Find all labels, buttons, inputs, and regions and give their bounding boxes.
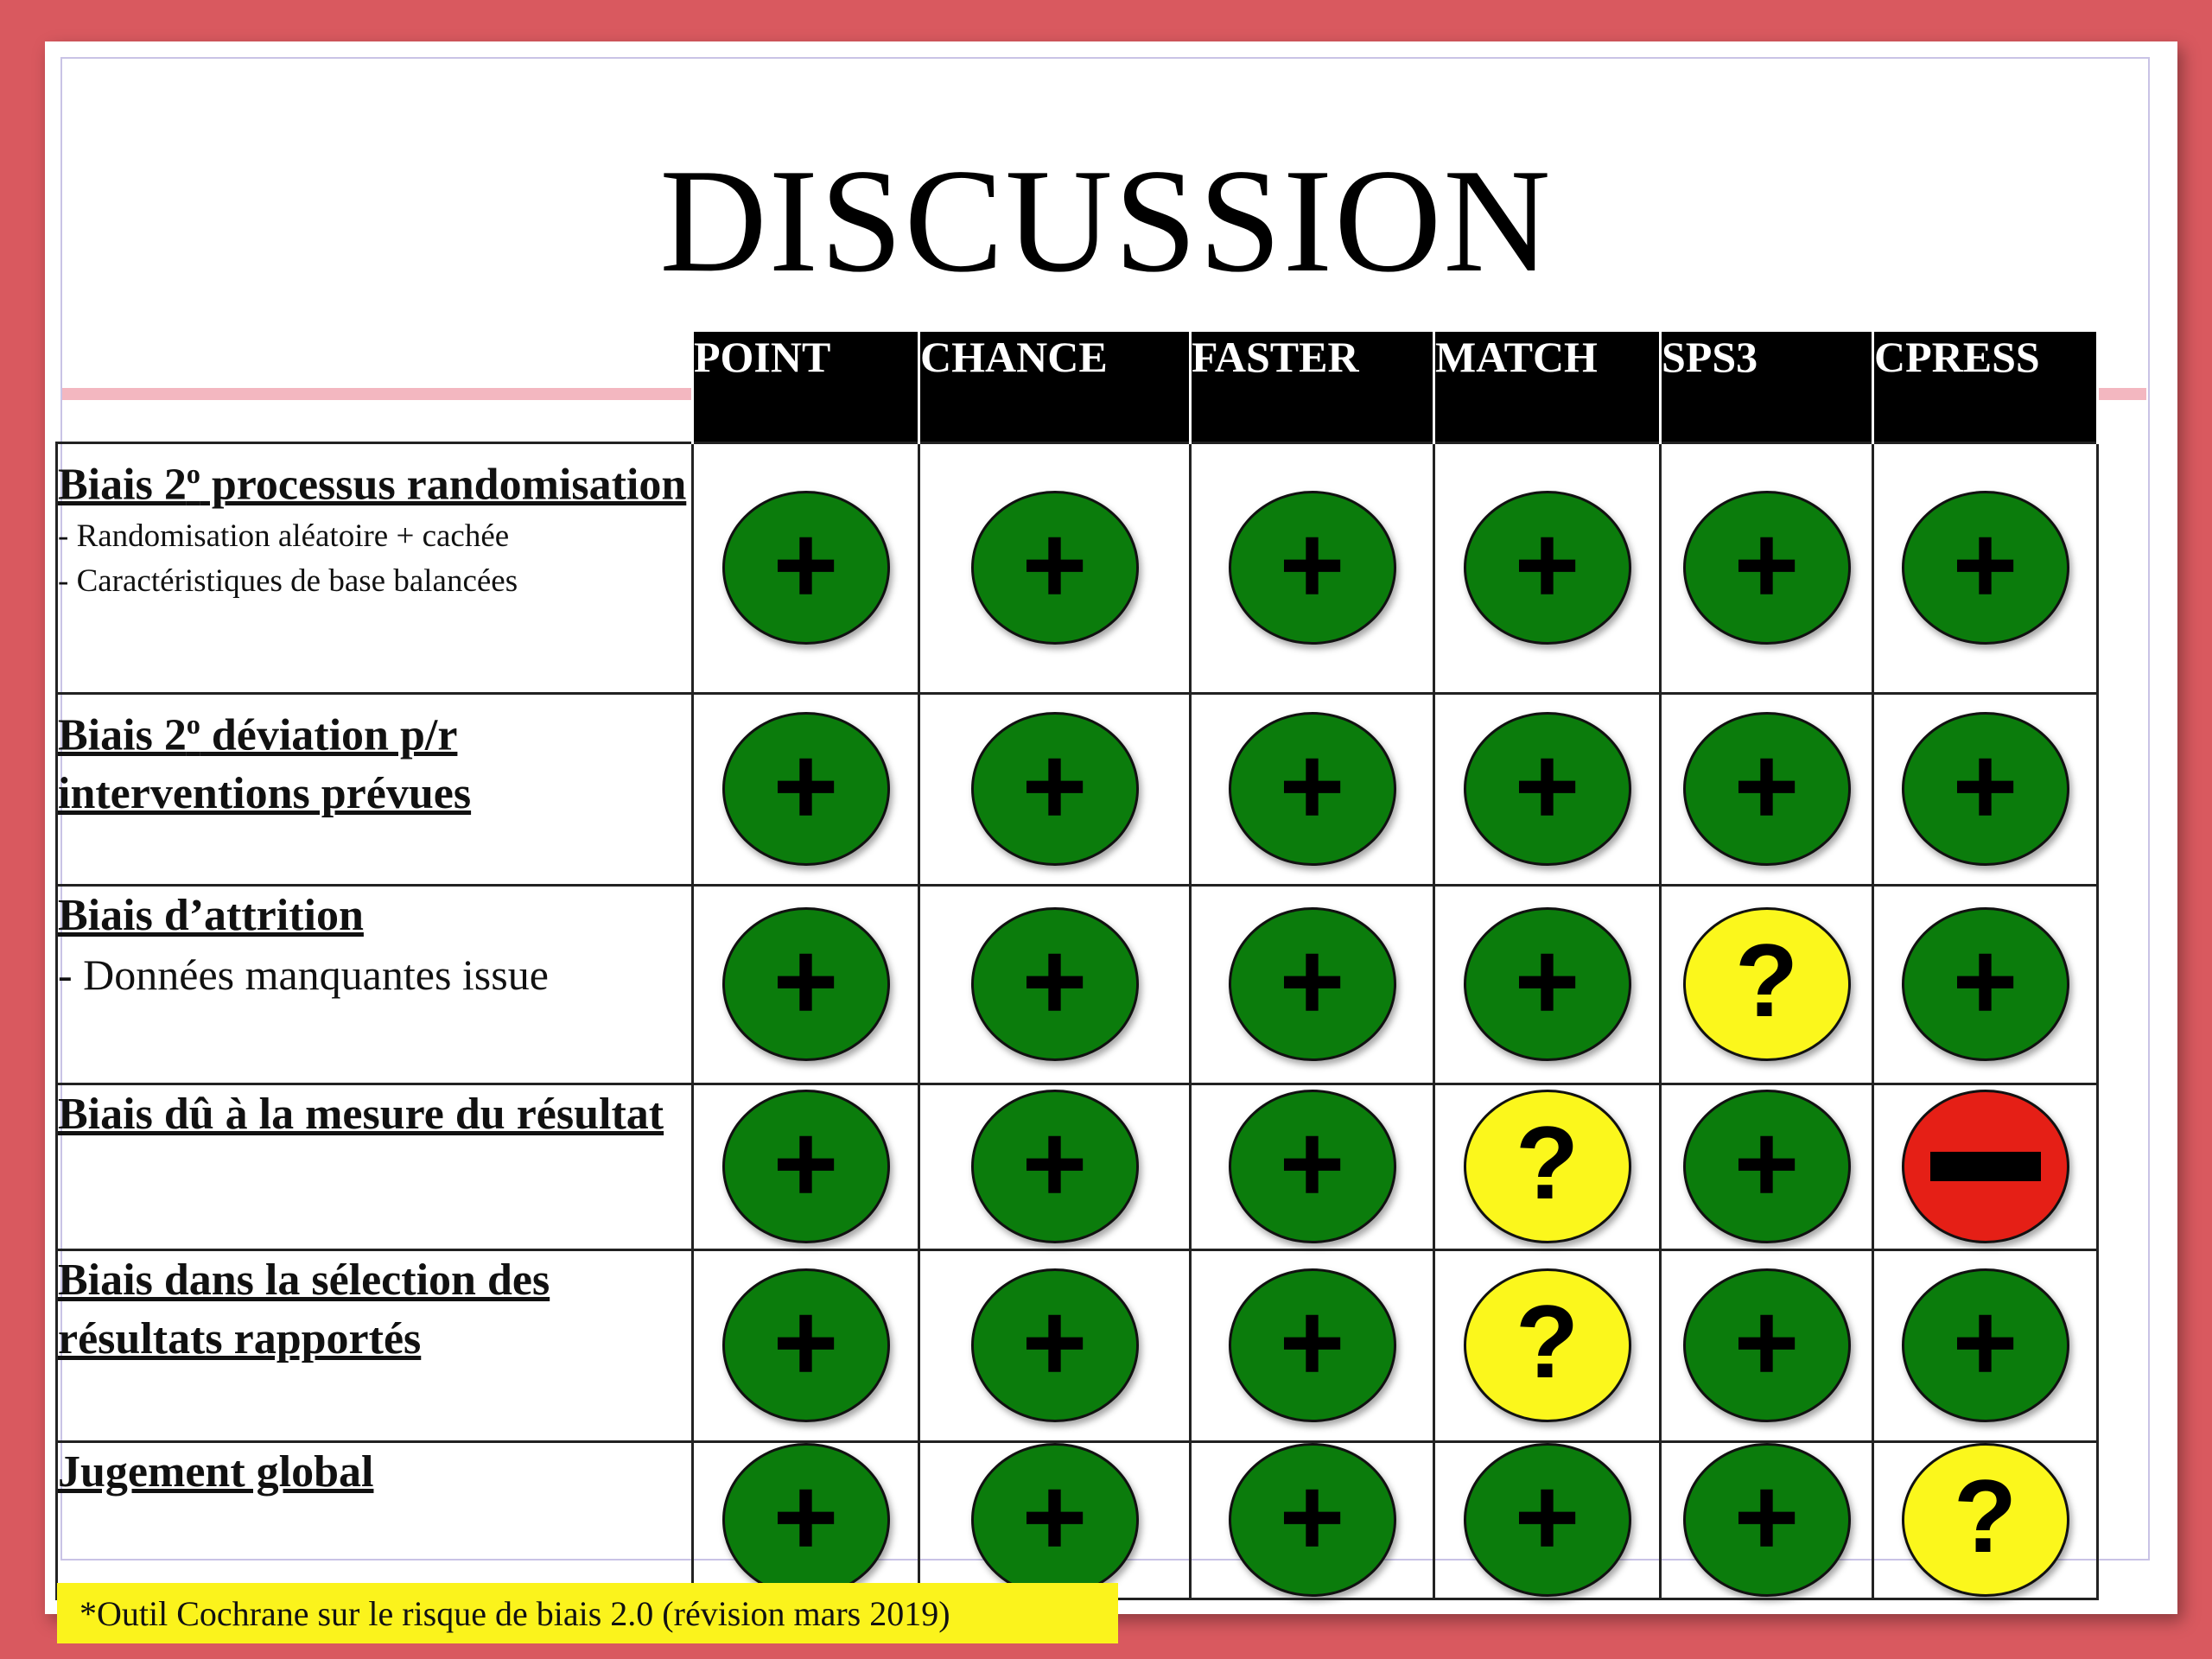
rating-cell-faster	[1191, 1084, 1434, 1249]
rating-cell-faster	[1191, 442, 1434, 693]
column-header-faster: FASTER	[1191, 332, 1434, 442]
row-subtitle: - Randomisation aléatoire + cachée	[58, 518, 510, 554]
rating-cell-chance	[919, 1084, 1191, 1249]
rating-cell-cpress	[1873, 1084, 2098, 1249]
plus-icon: +	[1279, 1453, 1345, 1580]
table-row	[57, 885, 2098, 1084]
row-title-text: Jugement global	[58, 1446, 374, 1497]
plus-icon: +	[772, 1100, 839, 1226]
column-header-sps3: SPS3	[1661, 332, 1873, 442]
plus-icon: +	[1021, 918, 1088, 1044]
plus-circle-icon	[971, 1090, 1139, 1243]
rating-cell-faster	[1191, 885, 1434, 1084]
row-label	[57, 1441, 693, 1599]
plus-icon: +	[1733, 722, 1800, 849]
rating-cell-cpress	[1873, 442, 2098, 693]
plus-icon: +	[1952, 501, 2018, 627]
slide-title: DISCUSSION	[659, 139, 1553, 303]
rating-cell-sps3	[1661, 442, 1873, 693]
rating-cell-chance	[919, 693, 1191, 885]
rating-cell-match	[1434, 1441, 1661, 1599]
table-row	[57, 1249, 2098, 1441]
row-title-text: Biais 2	[58, 709, 187, 760]
row-title-text: Biais dû à la mesure du résultat	[58, 1089, 664, 1139]
rating-cell-chance	[919, 1249, 1191, 1441]
column-header-chance: CHANCE	[919, 332, 1191, 442]
plus-circle-icon	[1464, 907, 1631, 1061]
plus-circle-icon	[971, 1268, 1139, 1422]
table-row	[57, 693, 2098, 885]
rating-cell-cpress	[1873, 885, 2098, 1084]
plus-icon: +	[1279, 1100, 1345, 1226]
plus-icon: +	[1279, 722, 1345, 849]
plus-icon: +	[1733, 501, 1800, 627]
header-corner	[57, 332, 693, 442]
table-body	[57, 442, 2098, 1599]
risk-of-bias-table	[55, 332, 2099, 1600]
plus-icon: +	[772, 1453, 839, 1580]
column-header-cpress: CPRESS	[1873, 332, 2098, 442]
table-row	[57, 442, 2098, 693]
row-label	[57, 442, 693, 693]
rating-cell-cpress	[1873, 1249, 2098, 1441]
plus-circle-icon	[971, 491, 1139, 645]
plus-circle-icon	[1229, 1443, 1396, 1597]
row-title-text: Biais d’attrition	[58, 890, 364, 940]
rating-cell-chance	[919, 885, 1191, 1084]
plus-icon: +	[1514, 722, 1580, 849]
plus-icon: +	[1952, 722, 2018, 849]
rating-cell-point	[693, 1249, 919, 1441]
plus-circle-icon	[971, 712, 1139, 866]
plus-icon: +	[1021, 1453, 1088, 1580]
plus-circle-icon	[1229, 907, 1396, 1061]
plus-circle-icon	[1229, 712, 1396, 866]
plus-circle-icon	[722, 907, 890, 1061]
rating-cell-cpress	[1873, 1441, 2098, 1599]
minus-icon	[1930, 1152, 2041, 1181]
rating-cell-sps3	[1661, 693, 1873, 885]
plus-circle-icon	[1229, 491, 1396, 645]
table-row	[57, 1084, 2098, 1249]
plus-circle-icon	[971, 907, 1139, 1061]
plus-icon: +	[1021, 501, 1088, 627]
rating-cell-point	[693, 1084, 919, 1249]
plus-icon: +	[772, 501, 839, 627]
row-label	[57, 693, 693, 885]
question-icon: ?	[1953, 1459, 2018, 1574]
rating-cell-match	[1434, 1249, 1661, 1441]
row-title-text: déviation p/r interventions prévues	[58, 709, 472, 818]
table-row	[57, 1441, 2098, 1599]
plus-circle-icon	[722, 491, 890, 645]
plus-icon: +	[1514, 1453, 1580, 1580]
rating-cell-faster	[1191, 1441, 1434, 1599]
question-circle-icon	[1464, 1268, 1631, 1422]
plus-circle-icon	[1902, 491, 2069, 645]
rating-cell-sps3	[1661, 1441, 1873, 1599]
row-title	[58, 444, 691, 514]
question-circle-icon	[1464, 1090, 1631, 1243]
plus-icon: +	[1952, 1279, 2018, 1405]
plus-icon: +	[1279, 501, 1345, 627]
plus-circle-icon	[1464, 712, 1631, 866]
rating-cell-cpress	[1873, 693, 2098, 885]
rating-cell-faster	[1191, 1249, 1434, 1441]
question-icon: ?	[1515, 1105, 1580, 1221]
plus-icon: +	[772, 1279, 839, 1405]
header-row	[57, 332, 2098, 442]
footnote: *Outil Cochrane sur le risque de biais 2.0 (révision mars 2019)	[57, 1583, 1118, 1643]
plus-icon: +	[1021, 722, 1088, 849]
rating-cell-match	[1434, 442, 1661, 693]
row-title	[58, 1085, 691, 1144]
plus-circle-icon	[722, 1268, 890, 1422]
row-title	[58, 695, 691, 823]
plus-circle-icon	[1902, 712, 2069, 866]
plus-circle-icon	[1229, 1268, 1396, 1422]
plus-icon: +	[1021, 1100, 1088, 1226]
plus-circle-icon	[1902, 907, 2069, 1061]
row-subtitle: - Données manquantes issue	[58, 950, 549, 999]
row-title-text: Biais dans la sélection des résultats rapportés	[58, 1255, 550, 1363]
row-label	[57, 1249, 693, 1441]
rating-cell-chance	[919, 442, 1191, 693]
row-title-superscript: o	[186, 457, 200, 489]
plus-icon: +	[1021, 1279, 1088, 1405]
row-subtitle: - Caractéristiques de base balancées	[58, 563, 518, 599]
rating-cell-chance	[919, 1441, 1191, 1599]
row-title-superscript: o	[186, 708, 200, 740]
plus-icon: +	[1733, 1100, 1800, 1226]
plus-circle-icon	[971, 1443, 1139, 1597]
question-circle-icon	[1902, 1443, 2069, 1597]
row-title	[58, 887, 691, 945]
minus-circle-icon	[1902, 1090, 2069, 1243]
rating-cell-sps3	[1661, 1084, 1873, 1249]
rating-cell-point	[693, 1441, 919, 1599]
column-header-match: MATCH	[1434, 332, 1661, 442]
question-icon: ?	[1515, 1284, 1580, 1400]
plus-icon: +	[1514, 501, 1580, 627]
rating-cell-match	[1434, 1084, 1661, 1249]
plus-icon: +	[1952, 918, 2018, 1044]
rating-cell-match	[1434, 885, 1661, 1084]
rating-cell-match	[1434, 693, 1661, 885]
plus-icon: +	[772, 722, 839, 849]
rating-cell-sps3	[1661, 1249, 1873, 1441]
plus-circle-icon	[1683, 491, 1851, 645]
plus-circle-icon	[1683, 712, 1851, 866]
plus-icon: +	[1733, 1279, 1800, 1405]
plus-circle-icon	[722, 1443, 890, 1597]
plus-icon: +	[1279, 1279, 1345, 1405]
plus-circle-icon	[1683, 1268, 1851, 1422]
question-icon: ?	[1734, 923, 1799, 1039]
row-title	[58, 1443, 691, 1502]
plus-circle-icon	[1902, 1268, 2069, 1422]
row-title	[58, 1251, 691, 1369]
plus-circle-icon	[722, 712, 890, 866]
row-title-text: Biais 2	[58, 459, 187, 509]
rating-cell-point	[693, 885, 919, 1084]
rating-cell-faster	[1191, 693, 1434, 885]
rating-cell-sps3	[1661, 885, 1873, 1084]
plus-icon: +	[1279, 918, 1345, 1044]
row-title-text: processus randomisation	[200, 459, 687, 509]
plus-icon: +	[1514, 918, 1580, 1044]
question-circle-icon	[1683, 907, 1851, 1061]
plus-circle-icon	[1464, 1443, 1631, 1597]
rating-cell-point	[693, 442, 919, 693]
plus-circle-icon	[1683, 1443, 1851, 1597]
plus-circle-icon	[1229, 1090, 1396, 1243]
plus-icon: +	[1733, 1453, 1800, 1580]
row-label	[57, 1084, 693, 1249]
row-label	[57, 885, 693, 1084]
rating-cell-point	[693, 693, 919, 885]
plus-circle-icon	[1683, 1090, 1851, 1243]
plus-circle-icon	[722, 1090, 890, 1243]
plus-icon: +	[772, 918, 839, 1044]
column-header-point: POINT	[693, 332, 919, 442]
plus-circle-icon	[1464, 491, 1631, 645]
